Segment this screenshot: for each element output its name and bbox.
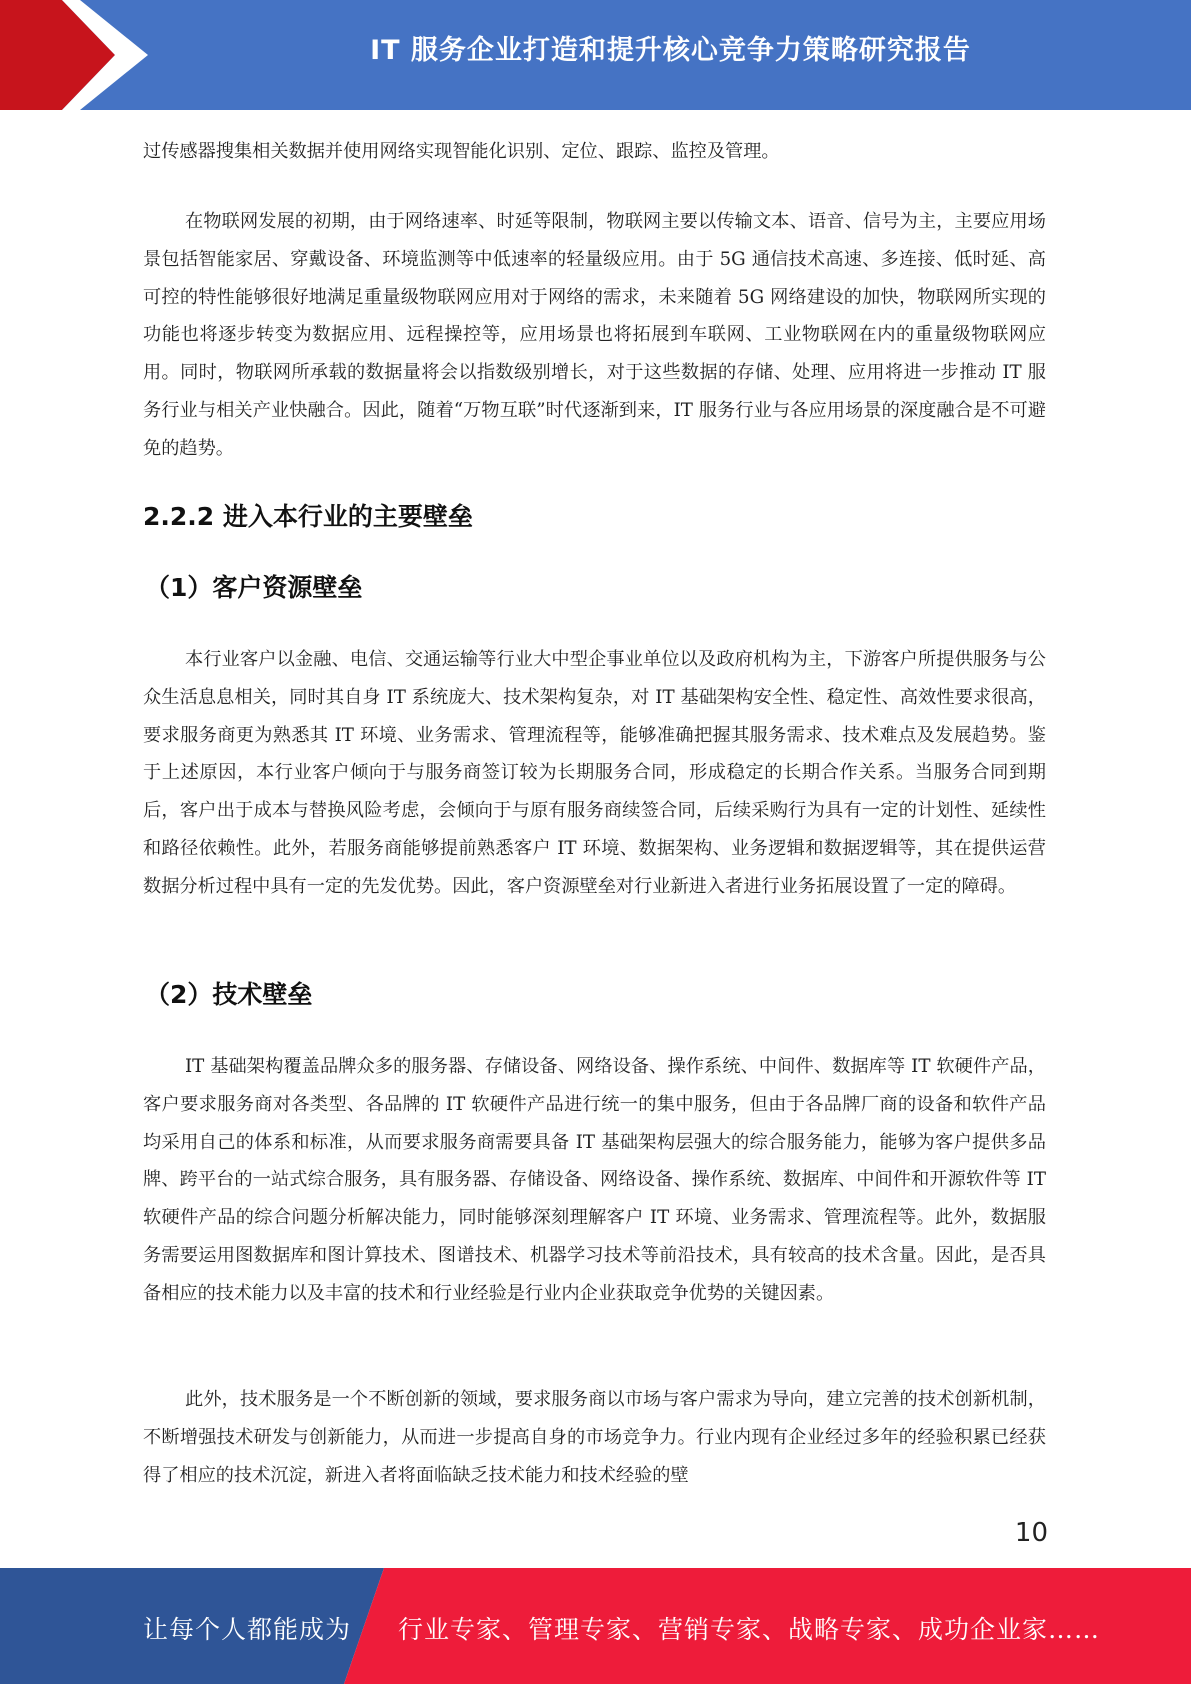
paragraph-customer-resource-barrier: 本行业客户以金融、电信、交通运输等行业大中型企事业单位以及政府机构为主，下游客户所提供服务与公众生活息息相关，同时其自身 IT 系统庞大、技术架构复杂，对 IT 基础架构安全性、稳定性、高效性要求很高，要求服务商更为熟悉其 IT 环境、业务需求、管理流程等，能够准确把握其服务需求、技术难点及发展趋势。鉴于上述原因，本行业客户倾向于与服务商签订较为长期服务合同，形成稳定的长期合作关系。当服务合同到期后，客户出于成本与替换风险考虑，会倾向于与原有服务商续签合同，后续采购行为具有一定的计划性、延续性和路径依赖性。此外，若服务商能够提前熟悉客户 IT 环境、数据架构、业务逻辑和数据逻辑等，其在提供运营数据分析过程中具有一定的先发优势。因此，客户资源壁垒对行业新进入者进行业务拓展设置了一定的障碍。 bbox=[143, 649, 1046, 897]
chevron-arrow-icon bbox=[0, 0, 160, 110]
report-title: IT 服务企业打造和提升核心竞争力策略研究报告 bbox=[370, 35, 971, 66]
paragraph-innovation: 此外，技术服务是一个不断创新的领域，要求服务商以市场与客户需求为导向，建立完善的技术创新机制，不断增强技术研发与创新能力，从而进一步提高自身的市场竞争力。行业内现有企业经过多年的经验积累已经获得了相应的技术沉淀，新进入者将面临缺乏技术能力和技术经验的壁 bbox=[143, 1389, 1046, 1486]
footer-slogan-right: 行业专家、管理专家、营销专家、战略专家、成功企业家…… bbox=[398, 1615, 1101, 1644]
page-header bbox=[0, 0, 1191, 110]
paragraph-continued: 过传感器搜集相关数据并使用网络实现智能化识别、定位、跟踪、监控及管理。 bbox=[143, 141, 780, 162]
section-heading-2-2-2: 2.2.2 进入本行业的主要壁垒 bbox=[143, 502, 473, 531]
subheading-customer-resource-barrier: （1）客户资源壁垒 bbox=[145, 573, 363, 602]
paragraph-iot-development: 在物联网发展的初期，由于网络速率、时延等限制，物联网主要以传输文本、语音、信号为主，主要应用场景包括智能家居、穿戴设备、环境监测等中低速率的轻量级应用。由于 5G 通信技术高速、多连接、低时延、高可控的特性能够很好地满足重量级物联网应用对于网络的需求，未来随着 5G 网络建设的加快，物联网所实现的功能也将逐步转变为数据应用、远程操控等，应用场景也将拓展到车联网、工业物联网在内的重量级物联网应用。同时，物联网所承载的数据量将会以指数级别增长，对于这些数据的存储、处理、应用将进一步推动 IT 服务行业与相关产业快融合。因此，随着“万物互联”时代逐渐到来，IT 服务行业与各应用场景的深度融合是不可避免的趋势。 bbox=[143, 211, 1046, 459]
page-footer bbox=[0, 1568, 1191, 1684]
footer-slogan-left: 让每个人都能成为 bbox=[143, 1615, 352, 1644]
subheading-technology-barrier: （2）技术壁垒 bbox=[145, 980, 313, 1009]
paragraph-technology-barrier: IT 基础架构覆盖品牌众多的服务器、存储设备、网络设备、操作系统、中间件、数据库等 IT 软硬件产品，客户要求服务商对各类型、各品牌的 IT 软硬件产品进行统一的集中服务，但由于各品牌厂商的设备和软件产品均采用自己的体系和标准，从而要求服务商需要具备 IT 基础架构层强大的综合服务能力，能够为客户提供多品牌、跨平台的一站式综合服务，具有服务器、存储设备、网络设备、操作系统、数据库、中间件和开源软件等 IT 软硬件产品的综合问题分析解决能力，同时能够深刻理解客户 IT 环境、业务需求、管理流程等。此外，数据服务需要运用图数据库和图计算技术、图谱技术、机器学习技术等前沿技术，具有较高的技术含量。因此，是否具备相应的技术能力以及丰富的技术和行业经验是行业内企业获取竞争优势的关键因素。 bbox=[143, 1056, 1046, 1304]
page-number: 10 bbox=[1014, 1518, 1048, 1548]
